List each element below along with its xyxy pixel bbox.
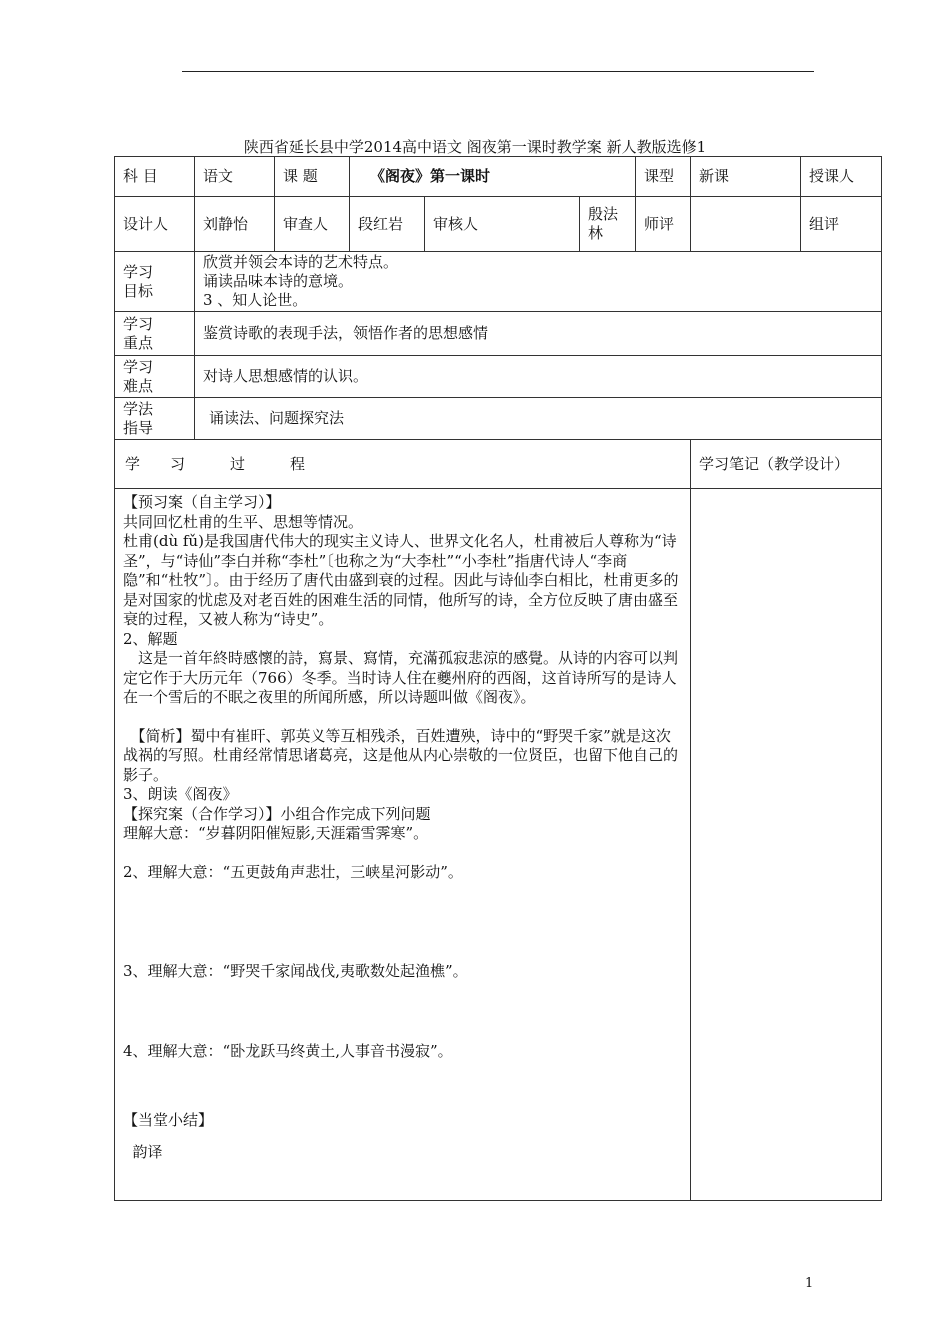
- goals-label: 学习 目标: [115, 252, 195, 312]
- goals-content: [195, 252, 882, 312]
- document-title: 陕西省延长县中学2014高中语文 阁夜第一课时教学案 新人教版选修1: [243, 138, 707, 156]
- key-points-label: 学习 重点: [115, 312, 195, 356]
- goal-item: 3 、知人论世。: [203, 291, 308, 309]
- question-1: 理解大意：“岁暮阴阳催短影,天涯霜雪霁寒”。: [123, 824, 429, 842]
- notes-column: [691, 489, 882, 1201]
- question-3: 3、理解大意：“野哭千家闻战伐,夷歌数处起渔樵”。: [123, 962, 468, 980]
- dufu-paragraph: 杜甫(dù fǔ)是我国唐代伟大的现实主义诗人、世界文化名人，杜甫被后人尊称为“诗圣”，与“诗仙”李白并称“李杜”〔也称之为“大李杜”“小李杜”指唐代诗人“李商隐”和“杜牧”〕。由于经历了唐代由盛到衰的过程。因此与诗仙李白相比，杜甫更多的是对国家的忧虑及对老百姓的困难生活的同情，他所写的诗，全方位反映了唐由盛至衰的过程，又被人称为“诗史”。: [123, 532, 679, 628]
- goal-item: 诵读品味本诗的意境。: [203, 272, 354, 290]
- page-number: 1: [805, 1276, 814, 1291]
- teacher-eval-value: [691, 197, 801, 252]
- difficulties-label: 学习 难点: [115, 356, 195, 398]
- jieti-paragraph: 这是一首年終時感懷的詩，寫景、寫情，充滿孤寂悲涼的感覺。从诗的内容可以判定它作于大历元年（766）冬季。当时诗人住在夔州府的西阁，这首诗所写的是诗人在一个雪后的不眠之夜里的所闻所感，所以诗题叫做《阁夜》。: [123, 649, 679, 706]
- type-value: 新课: [691, 157, 801, 197]
- method-label: 学法 指导: [115, 398, 195, 440]
- subject-label: 科 目: [115, 157, 195, 197]
- read-heading: 3、朗读《阁夜》: [123, 785, 238, 803]
- reviewer-value: 段红岩: [350, 197, 425, 252]
- designer-label: 设计人: [115, 197, 195, 252]
- lesson-plan-table: [114, 156, 882, 1201]
- yunyi-line: 韵译: [123, 1142, 163, 1161]
- group-eval-label: 组评: [801, 197, 882, 252]
- auditor-value: 殷法林: [580, 197, 636, 252]
- teacher-label: 授课人: [801, 157, 882, 197]
- teacher-eval-label: 师评: [636, 197, 691, 252]
- topic-label: 课 题: [275, 157, 350, 197]
- header-rule: [182, 71, 814, 72]
- jieti-heading: 2、解题: [123, 629, 178, 648]
- explore-heading: 【探究案（合作学习）】小组合作完成下列问题: [123, 804, 431, 823]
- auditor-label: 审核人: [425, 197, 580, 252]
- jianxi-paragraph: 【简析】蜀中有崔旰、郭英义等互相残杀，百姓遭殃，诗中的“野哭千家”就是这次战祸的写照。杜甫经常情思诸葛亮，这是他从内心崇敬的一位贤臣，也留下他自己的影子。: [123, 726, 679, 784]
- process-heading: 学 习 过 程: [115, 440, 691, 489]
- key-points-content: 鉴赏诗歌的表现手法，领悟作者的思想感情: [195, 312, 882, 356]
- question-2: 2、理解大意：“五更鼓角声悲壮，三峡星河影动”。: [123, 862, 463, 881]
- reviewer-label: 审查人: [275, 197, 350, 252]
- summary-heading: 【当堂小结】: [123, 1111, 214, 1129]
- type-label: 课型: [636, 157, 691, 197]
- designer-value: 刘静怡: [195, 197, 275, 252]
- goal-item: 欣赏并领会本诗的艺术特点。: [203, 253, 399, 271]
- subject-value: 语文: [195, 157, 275, 197]
- method-content: 诵读法、问题探究法: [195, 398, 882, 440]
- notes-heading: 学习笔记（教学设计）: [691, 440, 882, 489]
- process-content: [115, 489, 691, 1201]
- preview-heading: 【预习案（自主学习）】: [123, 493, 281, 511]
- recall-line: 共同回忆杜甫的生平、思想等情况。: [123, 512, 364, 531]
- question-4: 4、理解大意：“卧龙跃马终黄土,人事音书漫寂”。: [123, 1041, 453, 1060]
- difficulties-content: 对诗人思想感情的认识。: [195, 356, 882, 398]
- topic-value: 《阁夜》第一课时: [350, 157, 636, 197]
